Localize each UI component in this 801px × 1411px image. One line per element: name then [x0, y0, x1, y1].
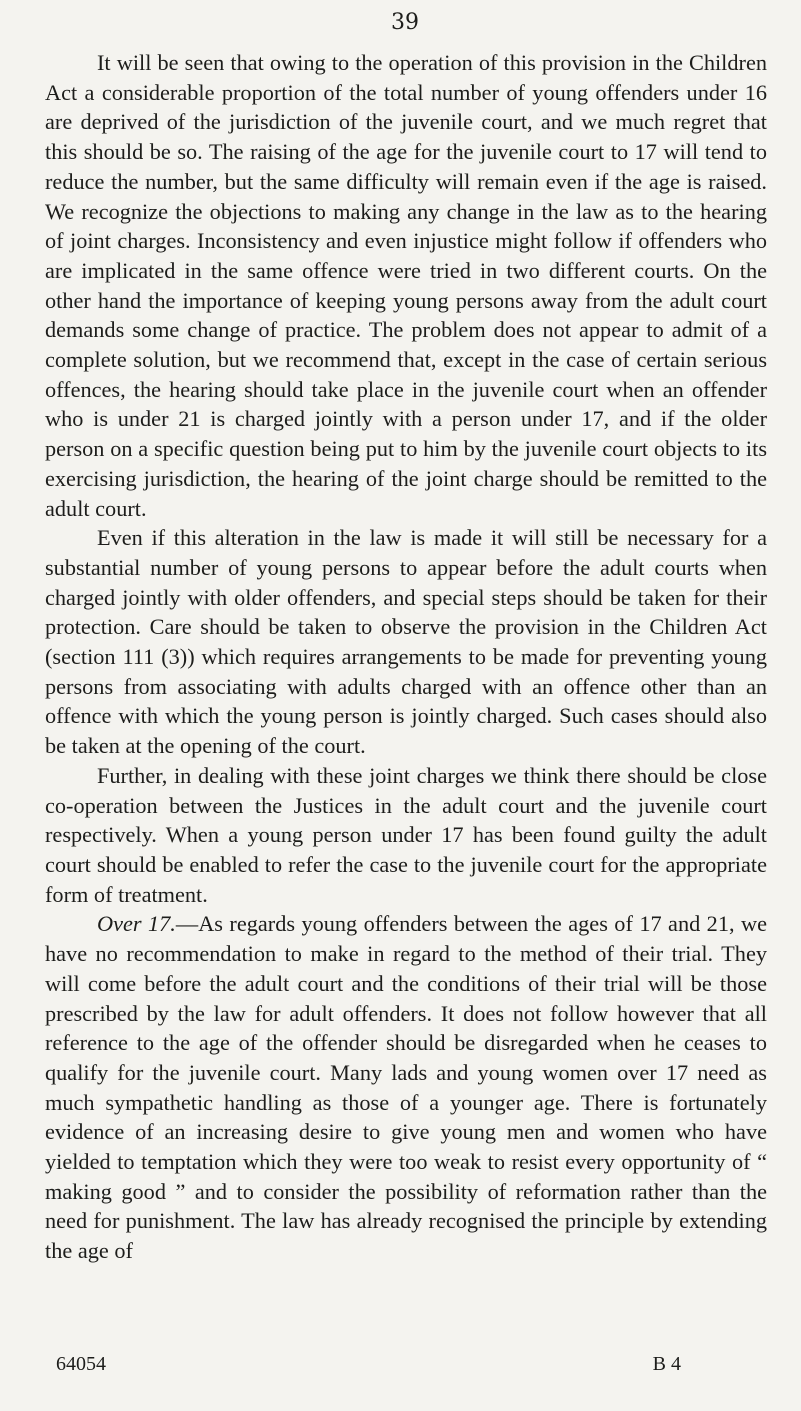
paragraph-joint-charges: It will be seen that owing to the operation of this provision in the Children Act a considerable proportion of the total number of young offenders under 16 are deprived of the jurisdiction of the juvenile court, and we much regret that this should be so. The raising of the age for the juvenile court to 17 will tend to reduce the number, but the same difficulty will remain even if the age is raised. We recognize the objections to making any change in the law as to the hearing of joint charges. Inconsistency and even injustice might follow if offenders who are implicated in the same offence were tried in two different courts. On the other hand the importance of keeping young persons away from the adult court demands some change of practice. The problem does not appear to admit of a complete solution, but we recommend that, except in the case of certain serious offences, the hearing should take place in the juvenile court when an offender who is under 21 is charged jointly with a person under 17, and if the older person on a specific question being put to him by the juvenile court objects to its exercising jurisdiction, the hearing of the joint charge should be remitted to the adult court. — [45, 50, 767, 521]
section-lead-over-17: Over 17. — [97, 911, 176, 937]
print-code: 64054 — [56, 1353, 106, 1375]
paragraph-over-17-text: —As regards young offenders between the ages of 17 and 21, we have no recommendation to make in regard to the method of their trial. They will come before the adult court and the conditions of their trial will be those prescribed by the law for adult offenders. It does not follow however that all reference to the age of the offender should be disregarded when he ceases to qualify for the juvenile court. Many lads and young women over 17 need as much sympathetic handling as those of a younger age. There is fortunately evidence of an increasing desire to give young men and women who have yielded to temptation which they were too weak to resist every opportunity of “ making good ” and to consider the possibility of reformation rather than the need for punishment. The law has already recognised the principle by extending the age of — [45, 911, 767, 1264]
paragraph-co-operation: Further, in dealing with these joint charges we think there should be close co-operation between the Justices in the adult court and the juvenile court respectively. When a young person under 17 has been found guilty the adult court should be enabled to refer the case to the juvenile court for the appropriate form of treatment. — [45, 762, 767, 907]
page-footer — [56, 1353, 681, 1376]
page-number: 39 — [391, 10, 419, 35]
paragraph-protection: Even if this alteration in the law is made it will still be necessary for a substantial number of young persons to appear before the adult courts when charged jointly with older offenders, and special steps should be taken for their protection. Care should be taken to observe the provision in the Children Act (section 111 (3)) which requires arrangements to be made for preventing young persons from associating with adults charged with an offence other than an offence with which the young person is jointly charged. Such cases should also be taken at the opening of the court. — [45, 525, 767, 759]
body-text — [45, 48, 767, 1266]
signature-mark: B 4 — [652, 1353, 681, 1375]
paragraph-over-17 — [45, 909, 767, 1265]
